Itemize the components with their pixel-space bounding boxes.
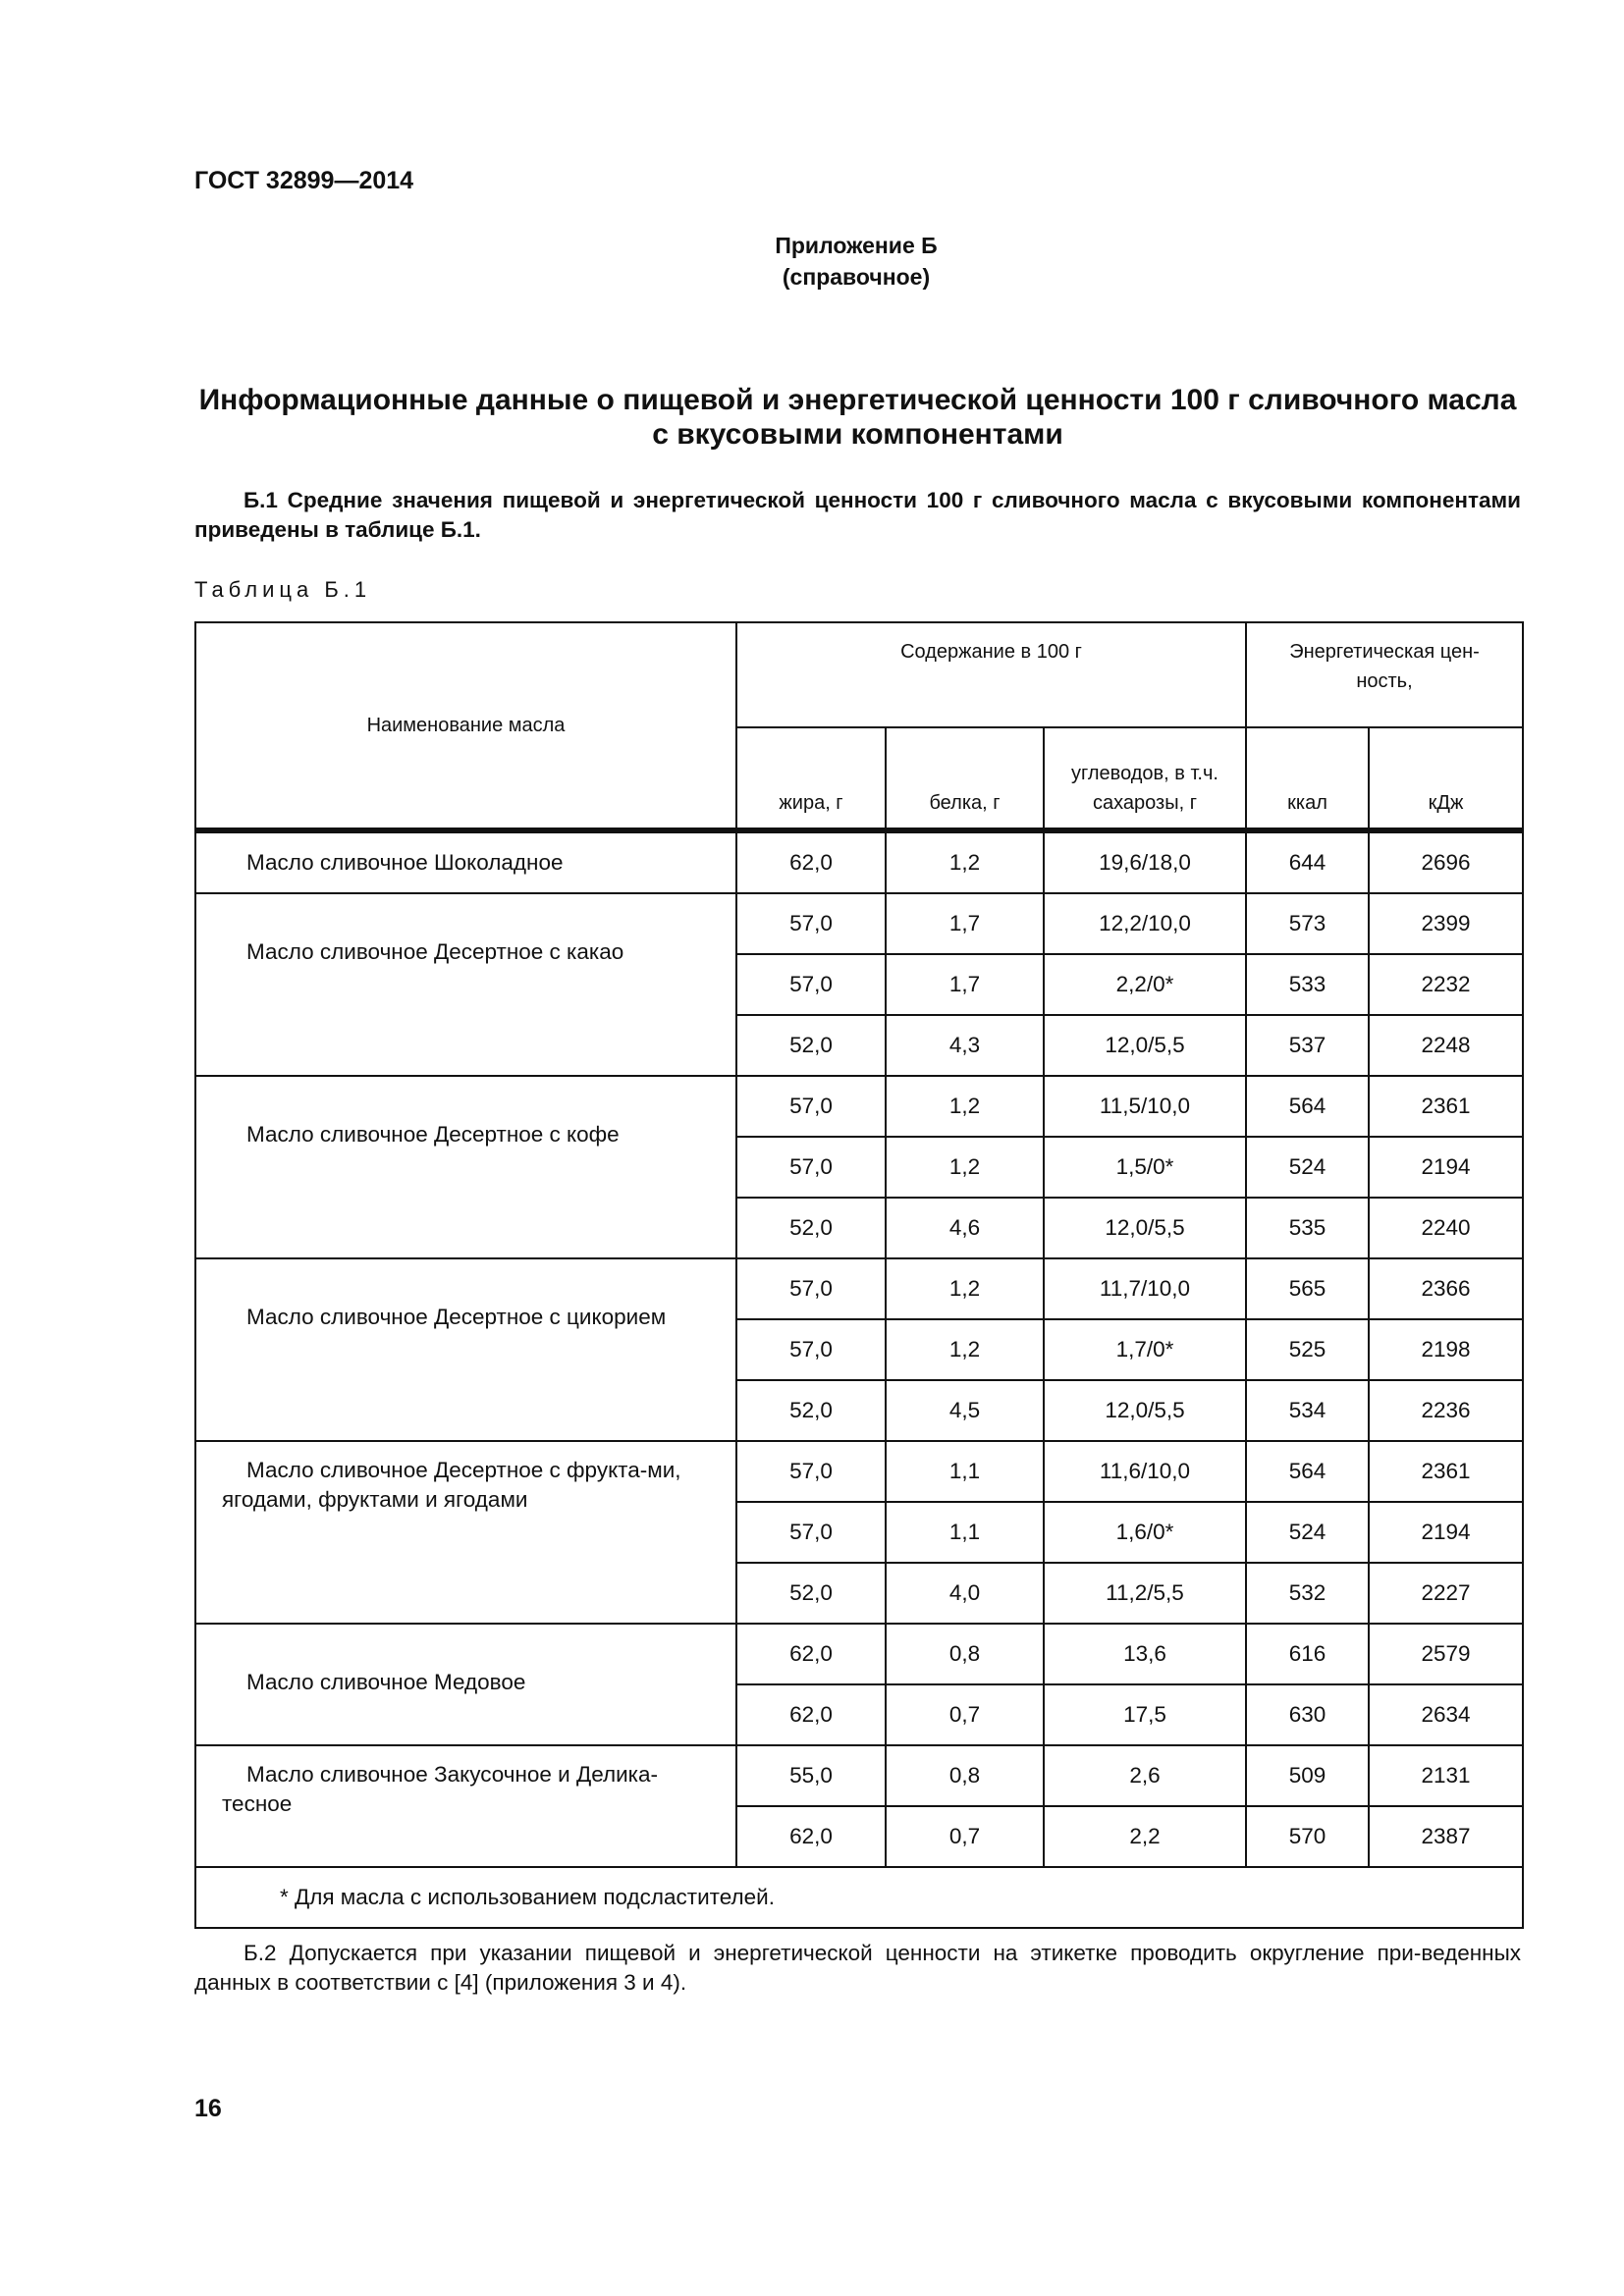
page-number: 16 (194, 2095, 222, 2122)
protein-cell: 1,2 (886, 1319, 1044, 1380)
kcal-cell: 564 (1246, 1076, 1369, 1137)
carbs-cell: 13,6 (1044, 1624, 1246, 1684)
fat-cell: 57,0 (736, 1441, 886, 1502)
appendix-label: Приложение Б (775, 233, 938, 258)
kj-cell: 2236 (1369, 1380, 1523, 1441)
header-content: Содержание в 100 г (736, 622, 1246, 727)
appendix-type: (справочное) (782, 264, 931, 290)
carbs-cell: 12,2/10,0 (1044, 893, 1246, 954)
protein-cell: 1,2 (886, 1137, 1044, 1198)
kj-cell: 2579 (1369, 1624, 1523, 1684)
protein-cell: 4,6 (886, 1198, 1044, 1258)
header-kj: кДж (1369, 727, 1523, 830)
butter-name-cell: Масло сливочное Десертное с цикорием (195, 1258, 736, 1441)
page-title: Информационные данные о пищевой и энергетической ценности 100 г сливочного масла с вкусовыми компонентами (198, 384, 1517, 451)
butter-name-cell: Масло сливочное Закусочное и Делика-тесное (195, 1745, 736, 1867)
carbs-cell: 11,5/10,0 (1044, 1076, 1246, 1137)
fat-cell: 52,0 (736, 1563, 886, 1624)
protein-cell: 1,7 (886, 893, 1044, 954)
kcal-cell: 573 (1246, 893, 1369, 954)
protein-cell: 1,1 (886, 1502, 1044, 1563)
carbs-cell: 11,7/10,0 (1044, 1258, 1246, 1319)
kj-cell: 2227 (1369, 1563, 1523, 1624)
header-energy: Энергетическая цен-ность, (1246, 622, 1523, 727)
fat-cell: 57,0 (736, 1137, 886, 1198)
kj-cell: 2634 (1369, 1684, 1523, 1745)
kj-cell: 2131 (1369, 1745, 1523, 1806)
kcal-cell: 644 (1246, 830, 1369, 893)
kj-cell: 2240 (1369, 1198, 1523, 1258)
kcal-cell: 509 (1246, 1745, 1369, 1806)
fat-cell: 52,0 (736, 1380, 886, 1441)
carbs-cell: 17,5 (1044, 1684, 1246, 1745)
butter-name-cell: Масло сливочное Десертное с какао (195, 893, 736, 1076)
header-protein: белка, г (886, 727, 1044, 830)
table-row (195, 1076, 1523, 1137)
carbs-cell: 1,7/0* (1044, 1319, 1246, 1380)
carbs-cell: 11,2/5,5 (1044, 1563, 1246, 1624)
table-footnote: * Для масла с использованием подсластителей. (195, 1867, 1523, 1928)
fat-cell: 62,0 (736, 1624, 886, 1684)
table-body (195, 830, 1523, 1867)
protein-cell: 1,2 (886, 830, 1044, 893)
kj-cell: 2361 (1369, 1076, 1523, 1137)
kj-cell: 2194 (1369, 1137, 1523, 1198)
table-label: Таблица Б.1 (194, 577, 372, 602)
fat-cell: 57,0 (736, 954, 886, 1015)
kcal-cell: 564 (1246, 1441, 1369, 1502)
carbs-cell: 11,6/10,0 (1044, 1441, 1246, 1502)
fat-cell: 52,0 (736, 1198, 886, 1258)
protein-cell: 0,8 (886, 1745, 1044, 1806)
kcal-cell: 616 (1246, 1624, 1369, 1684)
fat-cell: 57,0 (736, 1319, 886, 1380)
appendix-heading (0, 230, 1624, 293)
document-code: ГОСТ 32899—2014 (194, 167, 414, 194)
header-fat: жира, г (736, 727, 886, 830)
kcal-cell: 525 (1246, 1319, 1369, 1380)
nutrition-table (194, 621, 1524, 1929)
kj-cell: 2248 (1369, 1015, 1523, 1076)
carbs-cell: 2,6 (1044, 1745, 1246, 1806)
fat-cell: 62,0 (736, 1684, 886, 1745)
kcal-cell: 524 (1246, 1137, 1369, 1198)
protein-cell: 1,1 (886, 1441, 1044, 1502)
butter-name-cell: Масло сливочное Десертное с фрукта-ми, ягодами, фруктами и ягодами (195, 1441, 736, 1624)
kj-cell: 2361 (1369, 1441, 1523, 1502)
kcal-cell: 565 (1246, 1258, 1369, 1319)
carbs-cell: 12,0/5,5 (1044, 1015, 1246, 1076)
fat-cell: 55,0 (736, 1745, 886, 1806)
protein-cell: 4,3 (886, 1015, 1044, 1076)
fat-cell: 57,0 (736, 1502, 886, 1563)
fat-cell: 57,0 (736, 893, 886, 954)
table-row (195, 1258, 1523, 1319)
protein-cell: 1,7 (886, 954, 1044, 1015)
carbs-cell: 2,2 (1044, 1806, 1246, 1867)
protein-cell: 4,0 (886, 1563, 1044, 1624)
table-row (195, 1441, 1523, 1502)
table-row (195, 1624, 1523, 1684)
paragraph-b2: Б.2 Допускается при указании пищевой и энергетической ценности на этикетке проводить округление при-веденных данных в соответствии с [4] (приложения 3 и 4). (194, 1941, 1521, 1995)
kj-cell: 2366 (1369, 1258, 1523, 1319)
protein-cell: 0,7 (886, 1684, 1044, 1745)
kcal-cell: 534 (1246, 1380, 1369, 1441)
table-row (195, 830, 1523, 893)
protein-cell: 4,5 (886, 1380, 1044, 1441)
butter-name-cell: Масло сливочное Медовое (195, 1624, 736, 1745)
kcal-cell: 630 (1246, 1684, 1369, 1745)
kj-cell: 2387 (1369, 1806, 1523, 1867)
protein-cell: 0,7 (886, 1806, 1044, 1867)
fat-cell: 57,0 (736, 1076, 886, 1137)
fat-cell: 62,0 (736, 830, 886, 893)
fat-cell: 57,0 (736, 1258, 886, 1319)
kcal-cell: 535 (1246, 1198, 1369, 1258)
fat-cell: 62,0 (736, 1806, 886, 1867)
kcal-cell: 533 (1246, 954, 1369, 1015)
protein-cell: 0,8 (886, 1624, 1044, 1684)
carbs-cell: 12,0/5,5 (1044, 1198, 1246, 1258)
butter-name-cell: Масло сливочное Шоколадное (195, 830, 736, 893)
kj-cell: 2198 (1369, 1319, 1523, 1380)
table-row (195, 1745, 1523, 1806)
kj-cell: 2194 (1369, 1502, 1523, 1563)
header-name: Наименование масла (195, 622, 736, 830)
kj-cell: 2696 (1369, 830, 1523, 893)
kcal-cell: 532 (1246, 1563, 1369, 1624)
carbs-cell: 19,6/18,0 (1044, 830, 1246, 893)
kcal-cell: 570 (1246, 1806, 1369, 1867)
protein-cell: 1,2 (886, 1258, 1044, 1319)
table-row (195, 893, 1523, 954)
carbs-cell: 12,0/5,5 (1044, 1380, 1246, 1441)
paragraph-b1: Б.1 Средние значения пищевой и энергетической ценности 100 г сливочного масла с вкусовыми компонентами приведены в таблице Б.1. (194, 488, 1521, 542)
header-carbs: углеводов, в т.ч. сахарозы, г (1044, 727, 1246, 830)
fat-cell: 52,0 (736, 1015, 886, 1076)
kcal-cell: 537 (1246, 1015, 1369, 1076)
kcal-cell: 524 (1246, 1502, 1369, 1563)
header-kcal: ккал (1246, 727, 1369, 830)
kj-cell: 2399 (1369, 893, 1523, 954)
butter-name-cell: Масло сливочное Десертное с кофе (195, 1076, 736, 1258)
carbs-cell: 2,2/0* (1044, 954, 1246, 1015)
protein-cell: 1,2 (886, 1076, 1044, 1137)
carbs-cell: 1,5/0* (1044, 1137, 1246, 1198)
kj-cell: 2232 (1369, 954, 1523, 1015)
carbs-cell: 1,6/0* (1044, 1502, 1246, 1563)
